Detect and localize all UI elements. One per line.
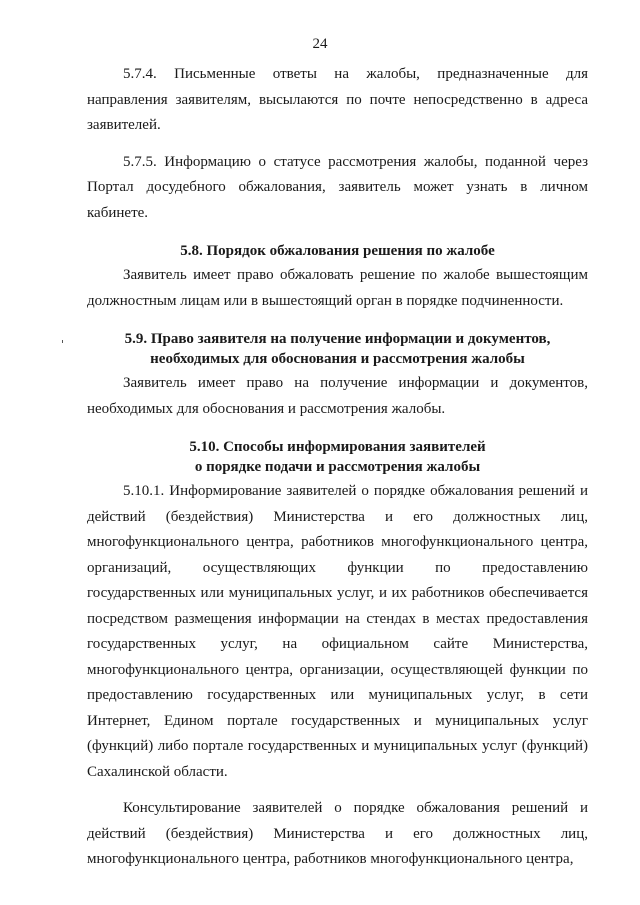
- paragraph-5-7-4: 5.7.4. Письменные ответы на жалобы, предназначенные для направления заявителям, высылаются по почте непосредственно в адреса заявителей.: [87, 66, 588, 133]
- paragraph-consultation: Консультирование заявителей о порядке обжалования решений и действий (бездействия) Министерства и его должностных лиц, многофункционального центра, работников многофункционального центра,: [87, 800, 588, 867]
- paragraph-5-7-5: 5.7.5. Информацию о статусе рассмотрения жалобы, поданной через Портал досудебного обжалования, заявитель может узнать в личном кабинете.: [87, 153, 588, 221]
- heading-5-9: [87, 329, 588, 369]
- paragraph-5-8-body: Заявитель имеет право обжаловать решение по жалобе вышестоящим должностным лицам или в вышестоящий орган в порядке подчиненности.: [87, 267, 588, 309]
- paragraph-5-9-body: Заявитель имеет право на получение информации и документов, необходимых для обоснования и рассмотрения жалобы.: [87, 375, 588, 417]
- document-body: [87, 62, 588, 873]
- heading-5-10: [87, 437, 588, 477]
- heading-line: 5.10. Способы информирования заявителей: [189, 439, 486, 455]
- page-number: 24: [312, 36, 328, 52]
- heading-line: 5.8. Порядок обжалования решения по жалобе: [180, 243, 495, 259]
- heading-5-8: [87, 241, 588, 261]
- paragraph-5-10-1: 5.10.1. Информирование заявителей о порядке обжалования решений и действий (бездействия) Министерства и его должностных лиц, многофункционального центра, работников многофункционального центра, организаций, осуществляющих функции по предоставлению государственных или муниципальных услуг, и их работников обеспечивается посредством размещения информации на стендах в местах предоставления государственных услуг, на официальном сайте Министерства, многофункционального центра, организации, осуществляющей функции по предоставлению государственных или муниципальных услуг, в сети Интернет, Едином портале государственных и муниципальных услуг (функций) либо портале государственных и муниципальных услуг (функций) Сахалинской области.: [87, 483, 588, 780]
- heading-line: необходимых для обоснования и рассмотрения жалобы: [150, 351, 525, 367]
- heading-line: 5.9. Право заявителя на получение информации и документов,: [124, 331, 551, 347]
- scan-artifact-mark: [62, 340, 63, 343]
- heading-line: о порядке подачи и рассмотрения жалобы: [194, 459, 481, 475]
